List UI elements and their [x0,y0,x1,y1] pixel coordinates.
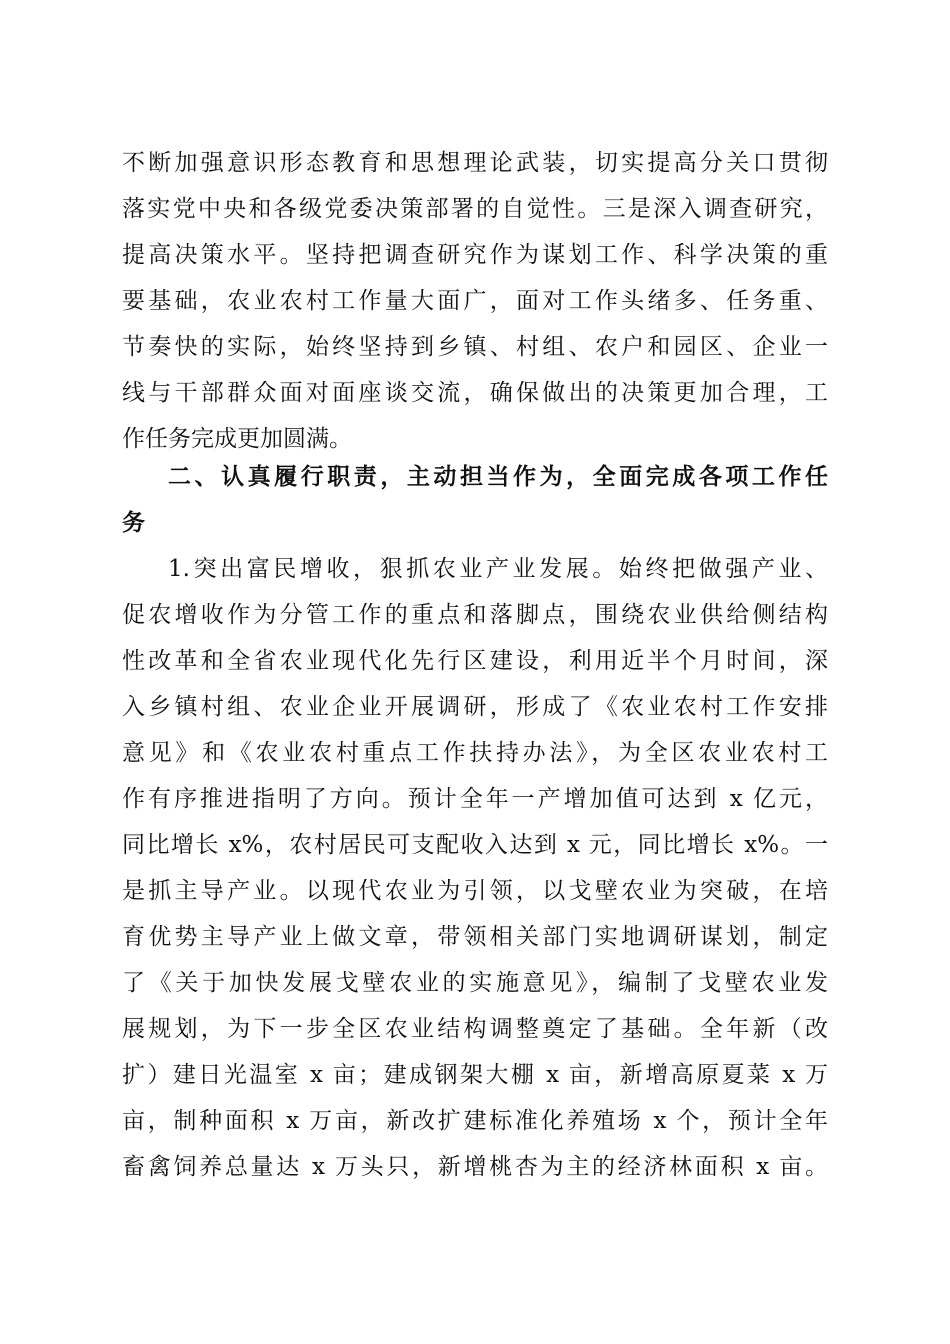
paragraph-2-line: 入乡镇村组、农业企业开展调研，形成了《农业农村工作安排 [122,694,828,720]
paragraph-2-line: 展规划，为下一步全区农业结构调整奠定了基础。全年新（改 [122,1016,828,1042]
paragraph-1-line: 作任务完成更加圆满。 [122,426,352,452]
paragraph-1-line: 节奏快的实际，始终坚持到乡镇、村组、农户和园区、企业一 [122,334,828,360]
paragraph-1-line: 线与干部群众面对面座谈交流，确保做出的决策更加合理，工 [122,380,828,406]
paragraph-2-line: 1.突出富民增收，狠抓农业产业发展。始终把做强产业、 [168,556,828,582]
paragraph-1-line: 不断加强意识形态教育和思想理论武装，切实提高分关口贯彻 [122,150,828,176]
paragraph-2-line: 作有序推进指明了方向。预计全年一产增加值可达到 x 亿元， [122,786,828,812]
paragraph-2-line: 畜禽饲养总量达 x 万头只，新增桃杏为主的经济林面积 x 亩。 [122,1154,828,1180]
paragraph-2-line: 扩）建日光温室 x 亩；建成钢架大棚 x 亩，新增高原夏菜 x 万 [122,1062,828,1088]
paragraph-1-line: 落实党中央和各级党委决策部署的自觉性。三是深入调查研究， [122,196,828,222]
paragraph-2-line: 性改革和全省农业现代化先行区建设，利用近半个月时间，深 [122,648,828,674]
section-heading-line: 务 [122,510,145,536]
paragraph-2-line: 了《关于加快发展戈壁农业的实施意见》，编制了戈壁农业发 [122,970,828,996]
paragraph-2-line: 是抓主导产业。以现代农业为引领，以戈壁农业为突破，在培 [122,878,828,904]
paragraph-2-line: 亩，制种面积 x 万亩，新改扩建标准化养殖场 x 个，预计全年 [122,1108,828,1134]
section-heading-line: 二、认真履行职责，主动担当作为，全面完成各项工作任 [168,464,828,490]
paragraph-2-line: 促农增收作为分管工作的重点和落脚点，围绕农业供给侧结构 [122,602,828,628]
paragraph-2-line: 意见》和《农业农村重点工作扶持办法》，为全区农业农村工 [122,740,828,766]
paragraph-2-line: 同比增长 x%，农村居民可支配收入达到 x 元，同比增长 x%。一 [122,832,828,858]
paragraph-1-line: 要基础，农业农村工作量大面广，面对工作头绪多、任务重、 [122,288,828,314]
paragraph-2-line: 育优势主导产业上做文章，带领相关部门实地调研谋划，制定 [122,924,828,950]
paragraph-1-line: 提高决策水平。坚持把调查研究作为谋划工作、科学决策的重 [122,242,828,268]
